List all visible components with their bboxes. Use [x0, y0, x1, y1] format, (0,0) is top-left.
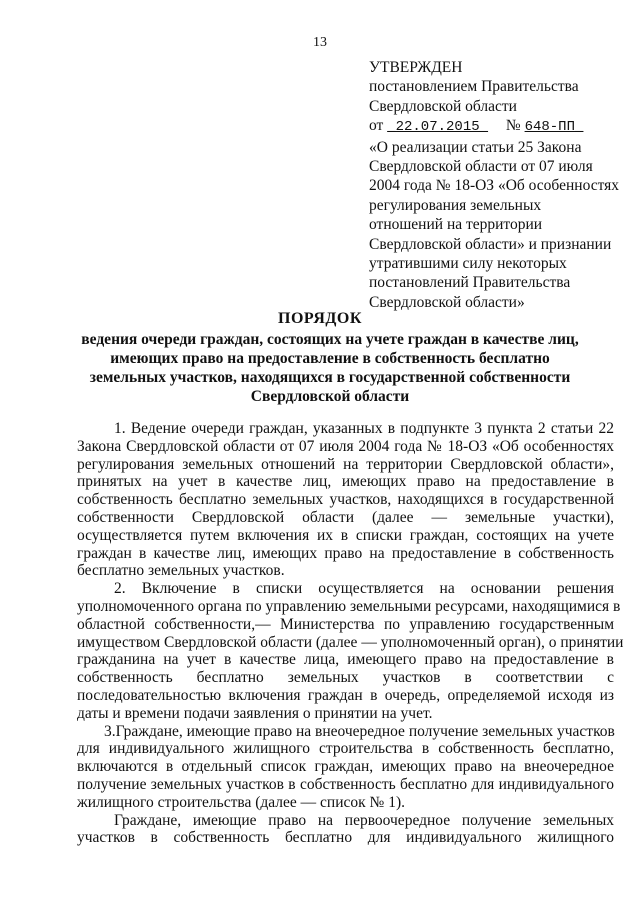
subtitle-line: имеющих право на предоставление в собственность бесплатно [110, 350, 550, 367]
approval-title-line: 2004 года № 18-ОЗ «Об особенностях [369, 177, 620, 195]
text-line: гражданина на учет в качестве лица, имеющего право на предоставление в [77, 651, 614, 669]
text-line: Закона Свердловской области от 07 июля 2004 года № 18-ОЗ «Об особенностях [77, 437, 614, 455]
text-line: собственности Свердловской области (далее — земельные участки), [77, 508, 614, 526]
text-line: участков в собственность бесплатно для индивидуального жилищного [77, 829, 614, 847]
text-line: даты и времени подачи заявления о принятии на учет. [77, 704, 433, 722]
approval-title-line: утратившими силу некоторых [369, 255, 567, 273]
text-line: для индивидуального жилищного строительства в собственность бесплатно, [77, 740, 614, 758]
document-subtitle [60, 330, 600, 406]
approval-date-line [369, 116, 625, 137]
page-number: 13 [313, 35, 327, 50]
text-line: уполномоченного органа по управлению земельными ресурсами, находящимися в [77, 597, 621, 615]
approval-title-line: отношений на территории [369, 216, 543, 234]
text-line: собственность бесплатно земельных участков в соответствии с [77, 669, 614, 687]
text-line: бесплатно земельных участков. [77, 562, 285, 580]
approval-title-line: регулирования земельных [369, 196, 542, 214]
approval-title-line: «О реализации статьи 25 Закона [369, 138, 582, 156]
text-line: областной собственности,— Министерства по управлению государственным [77, 615, 614, 633]
text-line: жилищного строительства (далее — список № 1). [77, 793, 405, 811]
subtitle-line: Свердловской области [250, 388, 410, 405]
paragraph-2 [77, 580, 624, 722]
paragraph-3 [77, 723, 614, 812]
text-line: принятых на учет в качестве лиц, имеющих право на предоставление в [77, 473, 614, 491]
number-prefix: № [505, 117, 521, 135]
text-line: включаются в отдельный список граждан, имеющих право на внеочередное [77, 758, 614, 776]
approval-stamp-block [369, 58, 625, 312]
text-line: 2. Включение в списки осуществляется на основании решения [114, 580, 614, 598]
text-line: регулирования земельных отношений на территории Свердловской области», [77, 455, 614, 473]
text-line: осуществляется путем включения их в списки граждан, состоящих на учете [77, 526, 614, 544]
text-line: 1. Ведение очереди граждан, указанных в подпункте 3 пункта 2 статьи 22 [114, 420, 614, 437]
text-line: последовательностью включения граждан в очередь, определяемой исходя из [77, 686, 614, 704]
text-line: Граждане, имеющие право на первоочередное получение земельных [114, 811, 614, 829]
approval-title-line: Свердловской области» [369, 293, 525, 311]
approval-title-line: Свердловской области от 07 июля [369, 158, 593, 176]
text-line: имуществом Свердловской области (далее — уполномоченный орган), о принятии [77, 633, 624, 651]
document-body [77, 420, 624, 847]
paragraph-4 [77, 812, 614, 848]
subtitle-line: земельных участков, находящихся в государственной собственности [89, 369, 571, 386]
date-value: _22.07.2015_ [387, 119, 489, 136]
paragraph-1 [77, 420, 614, 580]
number-value: 648-ПП_ [524, 119, 584, 136]
approval-line: постановлением Правительства [369, 78, 579, 96]
text-line: собственность бесплатно земельных участков, находящихся в государственной [77, 491, 614, 509]
approval-line: Свердловской области [369, 97, 517, 115]
approval-title-line: постановлений Правительства [369, 274, 571, 292]
document-title: ПОРЯДОК [278, 310, 362, 327]
text-line: граждан в качестве лиц, имеющих право на предоставление в собственность [77, 544, 614, 562]
approval-title-line: Свердловской области» и признании [369, 235, 612, 253]
approval-heading: УТВЕРЖДЕН [369, 59, 463, 76]
text-line: 3.Граждане, имеющие право на внеочередное получение земельных участков [104, 722, 615, 740]
text-line: получение земельных участков в собственность бесплатно для индивидуального [77, 775, 614, 793]
subtitle-line: ведения очереди граждан, состоящих на учете граждан в качестве лиц, [81, 331, 579, 348]
date-prefix: от [369, 117, 384, 135]
